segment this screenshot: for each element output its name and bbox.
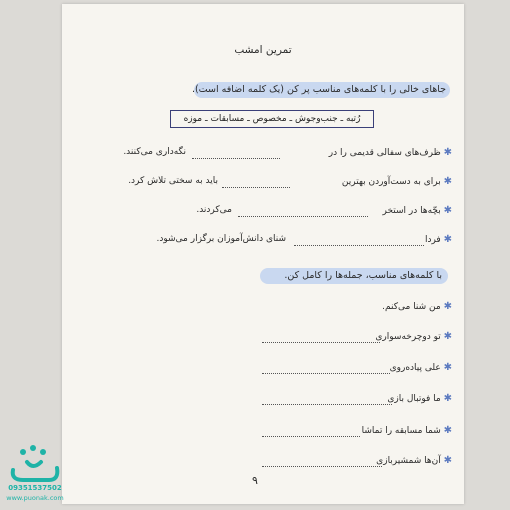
star-bullet-icon: ✱ xyxy=(443,301,452,312)
fill-item-after: می‌كردند. xyxy=(196,205,232,215)
fill-item-after: باید به سختی تلاش كرد. xyxy=(128,176,218,186)
fill-item-after: شنای دانش‌آموزان برگزار می‌شود. xyxy=(156,234,286,244)
answer-blank[interactable] xyxy=(262,466,382,467)
fill-item-before: بچّه‌ها در استخر xyxy=(382,206,441,216)
complete-item-3: ✱ علی پیاده‌روی xyxy=(389,362,452,373)
fill-item-2 xyxy=(342,176,452,187)
section2-instruction: با كلمه‌های مناسب، جمله‌ها را كامل كن. xyxy=(284,270,442,281)
fill-item-4 xyxy=(425,234,452,245)
logo-mark-icon xyxy=(5,440,63,484)
fill-item-before: فردا xyxy=(424,235,441,245)
answer-blank[interactable] xyxy=(238,216,368,217)
fill-item-before: برای به دست‌آوردن بهترین xyxy=(341,177,441,187)
page-title: تمرين امشب xyxy=(234,44,292,56)
fill-item-3 xyxy=(382,205,452,216)
fill-item-after: نگه‌داری می‌كنند. xyxy=(123,147,186,157)
word-bank-box xyxy=(170,110,374,128)
star-bullet-icon: ✱ xyxy=(443,362,452,373)
complete-item-2: ✱ تو دوچرخه‌سواری xyxy=(375,331,452,342)
watermark-site: www.puonak.com xyxy=(6,494,64,502)
answer-blank[interactable] xyxy=(262,404,392,405)
page-number: ۹ xyxy=(252,474,258,487)
star-bullet-icon: ✱ xyxy=(443,331,452,342)
star-bullet-icon: ✱ xyxy=(443,176,452,187)
star-bullet-icon: ✱ xyxy=(443,425,452,436)
complete-item-5: ✱ شما مسابقه را تماشا xyxy=(361,425,452,436)
word-bank-text: رُتبه ـ جنب‌وجوش ـ مخصوص ـ مسابقات ـ موزه xyxy=(183,114,361,124)
answer-blank[interactable] xyxy=(262,436,360,437)
worksheet-page xyxy=(62,4,464,504)
fill-item-1 xyxy=(329,147,452,158)
answer-blank[interactable] xyxy=(294,245,424,246)
watermark-logo xyxy=(5,440,63,506)
answer-blank[interactable] xyxy=(262,373,390,374)
star-bullet-icon: ✱ xyxy=(443,455,452,466)
star-bullet-icon: ✱ xyxy=(443,147,452,158)
complete-item-1: ✱ من شنا می‌كنم. xyxy=(382,301,452,312)
complete-item-6: ✱ آن‌ها شمشیربازی xyxy=(376,455,452,466)
answer-blank[interactable] xyxy=(192,158,280,159)
fill-item-before: ظرف‌های سفالی قدیمی را در xyxy=(328,148,441,158)
star-bullet-icon: ✱ xyxy=(443,393,452,404)
answer-blank[interactable] xyxy=(262,342,380,343)
section1-instruction: جاهای خالی را با كلمه‌های مناسب پر كن (یک كلمه اضافه است). xyxy=(191,84,446,95)
complete-item-4: ✱ ما فوتبال بازی xyxy=(387,393,452,404)
star-bullet-icon: ✱ xyxy=(443,234,452,245)
watermark-phone: 09351537502 xyxy=(8,484,62,492)
star-bullet-icon: ✱ xyxy=(443,205,452,216)
answer-blank[interactable] xyxy=(222,187,290,188)
